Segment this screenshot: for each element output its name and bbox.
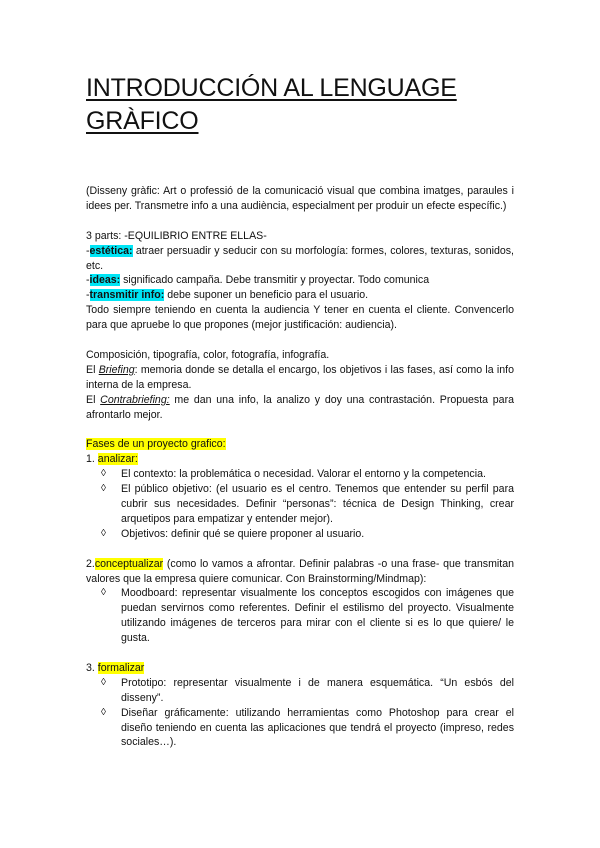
- phase1-heading: [86, 452, 514, 467]
- estetica-text: atraer persuadir y seducir con su morfología: formes, colores, texturas, sonidos, etc.: [86, 244, 514, 272]
- phase1-list: [86, 467, 514, 542]
- diamond-bullet-icon: ◊: [101, 527, 106, 539]
- transmitir-label: transmitir info:: [89, 289, 165, 302]
- transmitir-text: debe suponer un beneficio para el usuario.: [164, 289, 369, 302]
- contrabriefing-term: Contrabriefing:: [100, 393, 170, 406]
- phase2-label: conceptualizar: [94, 557, 164, 570]
- list-item: ◊ Moodboard: representar visualmente los conceptos escogidos con imágenes que puedan servirnos como referentes. Definir el estilismo del proyecto. Visualmente utilizando imágenes de terceros para mirar con el cliente si es lo que quiere/ le gusta.: [101, 587, 514, 645]
- briefing-prefix: El: [86, 363, 99, 376]
- fases-heading-line: [86, 437, 514, 452]
- phase2-num: 2.: [86, 557, 95, 570]
- diamond-bullet-icon: ◊: [101, 587, 106, 599]
- contrabriefing-paragraph: [86, 393, 514, 423]
- briefing-term: Briefing: [98, 363, 135, 376]
- page-title: INTRODUCCIÓN AL LENGUAGE GRÀFICO: [86, 74, 457, 135]
- phase1-label: analizar:: [97, 453, 138, 466]
- estetica-label: estética:: [89, 244, 133, 257]
- diamond-bullet-icon: ◊: [101, 468, 106, 480]
- ideas-line: -ideas: significado campaña. Debe transmitir y proyectar. Todo comunica: [86, 274, 430, 287]
- diamond-bullet-icon: ◊: [101, 676, 106, 688]
- contrabriefing-prefix: El: [86, 393, 101, 406]
- phase3-label: formalizar: [97, 661, 145, 674]
- phase2-list: [86, 586, 514, 646]
- list-item: ◊ Objetivos: definir qué se quiere proponer al usuario.: [101, 527, 365, 540]
- list-item: ◊ Diseñar gráficamente: utilizando herramientas como Photoshop para crear el diseño teniendo en cuenta las aplicaciones que tendrá el proyecto (impreso, redes sociales…).: [101, 706, 514, 749]
- phase3-list: [86, 676, 514, 751]
- parts-heading: 3 parts: -EQUILIBRIO ENTRE ELLAS-: [86, 229, 267, 242]
- transmitir-line: -transmitir info: debe suponer un beneficio para el usuario.: [86, 289, 369, 302]
- phase1-num: 1.: [86, 453, 95, 466]
- phase2-text: (como lo vamos a afrontar. Definir palabras -o una frase- que transmitan valores que la empresa quiere comunicar. Con Brainstorming/Mindmap):: [86, 557, 514, 585]
- list-item: ◊ El público objetivo: (el usuario es el centro. Tenemos que entender su perfil para cubrir sus necesidades. Definir “personas”: técnica de Design Thinking, crear arquetipos para empatizar y entender mejor).: [101, 483, 514, 525]
- list-item: ◊ Prototipo: representar visualmente i de manera esquemática. “Un esbós del disseny”.: [101, 676, 514, 704]
- list-item: ◊ El contexto: la problemática o necesidad. Valorar el entorno y la competencia.: [101, 468, 486, 481]
- phase3-num: 3.: [86, 661, 95, 674]
- ideas-text: significado campaña. Debe transmitir y proyectar. Todo comunica: [120, 274, 430, 287]
- document-body: [86, 184, 514, 750]
- briefing-paragraph: [86, 363, 514, 393]
- diamond-bullet-icon: ◊: [101, 706, 106, 718]
- diamond-bullet-icon: ◊: [101, 483, 106, 495]
- phase3-heading: [86, 661, 514, 676]
- briefing-text: : memoria donde se detalla el encargo, los objetivos i las fases, así como la info interna de la empresa.: [86, 363, 514, 391]
- phase2-paragraph: [86, 557, 514, 587]
- contrabriefing-text: me dan una info, la analizo y doy una contrastación. Propuesta para afrontarlo mejor.: [86, 393, 514, 421]
- fases-heading: Fases de un proyecto grafico:: [86, 438, 226, 451]
- composicion-line: Composición, tipografía, color, fotografía, infografía.: [86, 348, 330, 361]
- audiencia-paragraph: Todo siempre teniendo en cuenta la audiencia Y tener en cuenta el cliente. Convencerlo para que apruebe lo que propones (mejor justificación: audiencia).: [86, 304, 514, 332]
- intro-paragraph: (Disseny gràfic: Art o professió de la comunicació visual que combina imatges, paraules i idees per. Transmetre info a una audiència, especialment per produir un efecte específic.): [86, 185, 514, 212]
- ideas-label: ideas:: [89, 274, 121, 287]
- estetica-line: -estética: atraer persuadir y seducir con su morfología: formes, colores, texturas, sonidos, etc.: [86, 244, 514, 272]
